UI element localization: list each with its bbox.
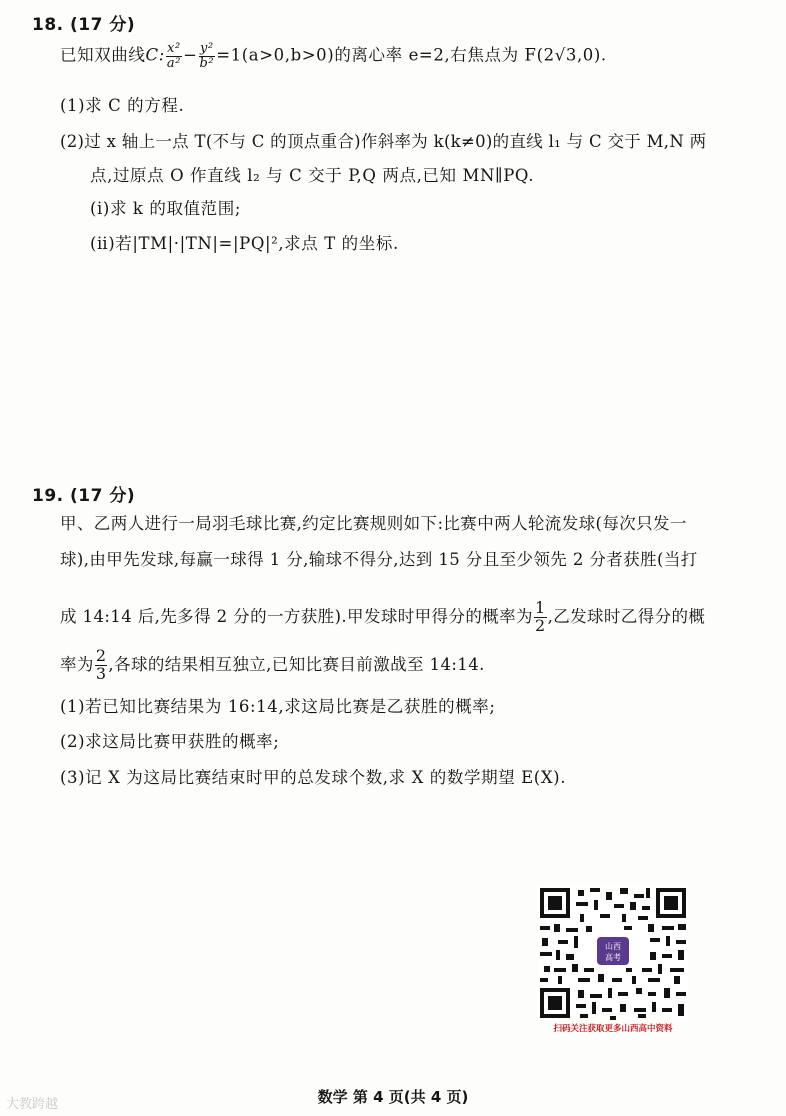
q19-fraction-two-thirds-den: 3 xyxy=(95,663,107,683)
q19-fraction-half xyxy=(534,600,547,635)
q19-line3-post: ,乙发球时乙得分的概 xyxy=(547,606,706,626)
q18-sub-ii: (ⅱ)若|TM|·|TN|=|PQ|²,求点 T 的坐标. xyxy=(90,234,399,253)
qr-caption: 扫码关注获取更多山西高中资料 xyxy=(553,1024,673,1034)
q18-part2-line1: (2)过 x 轴上一点 T(不与 C 的顶点重合)作斜率为 k(k≠0)的直线 l₁ 与 C 交于 M,N 两 xyxy=(60,132,707,151)
q19-header: 19. (17 分) xyxy=(32,486,136,506)
q19-part1: (1)若已知比赛结果为 16:14,求这局比赛是乙获胜的概率; xyxy=(60,697,496,716)
q18-stem xyxy=(60,42,607,70)
q18-stem-pre: 已知双曲线 xyxy=(60,45,146,65)
q19-line4-pre: 率为 xyxy=(60,654,94,674)
q19-fraction-two-thirds-num: 2 xyxy=(95,646,107,665)
q19-line2: 球),由甲先发球,每赢一球得 1 分,输球不得分,达到 15 分且至少领先 2 分者获胜(当打 xyxy=(60,550,698,569)
q18-minus: − xyxy=(183,45,198,65)
q19-part3: (3)记 X 为这局比赛结束时甲的总发球个数,求 X 的数学期望 E(X). xyxy=(60,768,567,787)
q19-line3-pre: 成 14:14 后,先多得 2 分的一方获胜).甲发球时甲得分的概率为 xyxy=(60,606,533,626)
q19-part2: (2)求这局比赛甲获胜的概率; xyxy=(60,732,280,751)
q18-fraction-y-num: y² xyxy=(199,41,214,56)
q18-fraction-x-num: x² xyxy=(167,41,181,56)
qr-badge-line2: 高考 xyxy=(605,953,621,962)
q18-part1: (1)求 C 的方程. xyxy=(60,96,185,115)
q18-fraction-x-den: a² xyxy=(166,55,182,71)
q19-line1: 甲、乙两人进行一局羽毛球比赛,约定比赛规则如下:比赛中两人轮流发球(每次只发一 xyxy=(60,514,687,533)
q18-fraction-y xyxy=(199,42,216,70)
q19-fraction-half-num: 1 xyxy=(534,598,546,617)
q18-part2-line2: 点,过原点 O 作直线 l₂ 与 C 交于 P,Q 两点,已知 MN∥PQ. xyxy=(90,166,535,185)
q18-sub-i: (ⅰ)求 k 的取值范围; xyxy=(90,199,241,218)
q18-fraction-x xyxy=(166,42,182,70)
q19-line4-post: ,各球的结果相互独立,已知比赛目前激战至 14:14. xyxy=(108,654,485,674)
q19-fraction-two-thirds xyxy=(95,648,108,683)
watermark: 大教跨越 xyxy=(6,1097,59,1112)
q18-header: 18. (17 分) xyxy=(32,15,136,35)
q19-line3 xyxy=(60,600,705,635)
q19-line4 xyxy=(60,648,485,683)
qr-badge-line1: 山西 xyxy=(605,942,621,951)
q19-fraction-half-den: 2 xyxy=(534,615,546,635)
qr-code xyxy=(538,886,688,1020)
page-footer: 数学 第 4 页(共 4 页) xyxy=(317,1088,469,1106)
q18-curve-name: C: xyxy=(145,45,165,65)
q18-fraction-y-den: b² xyxy=(199,55,215,71)
q18-stem-post: =1(a>0,b>0)的离心率 e=2,右焦点为 F(2√3,0). xyxy=(216,45,607,65)
qr-code-graphic xyxy=(538,886,688,1020)
